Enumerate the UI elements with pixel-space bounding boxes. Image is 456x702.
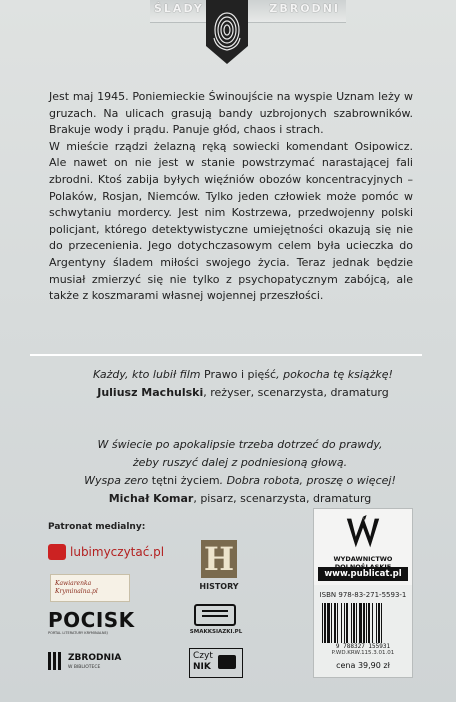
fingerprint-icon — [206, 0, 248, 64]
quote-text: Każdy, kto lubił film — [93, 368, 205, 381]
czytnik-logo — [189, 648, 243, 678]
reader-icon — [218, 655, 236, 669]
quote-text: . Dobra robota, proszę o więcej! — [219, 474, 396, 487]
quote-text-emphasis: tętni życiem — [151, 474, 220, 487]
product-code: P.WD.KRW.115.3.01.01 — [331, 650, 395, 656]
history-h-icon: H — [201, 540, 237, 578]
divider — [30, 354, 422, 356]
review-quote-2 — [50, 436, 430, 508]
patronage-label: Patronat medialny: — [48, 522, 146, 532]
quote-text: żeby ruszyć dalej z podniesioną głową. — [132, 456, 348, 469]
czytnik-text: NIK — [193, 662, 211, 672]
barcode-digits: 9 788327 155931 — [335, 643, 391, 650]
film-title: Prawo i pięść — [204, 368, 277, 381]
kawiarenka-logo — [50, 574, 130, 602]
publisher-panel — [314, 509, 412, 585]
book-blurb — [49, 89, 413, 305]
czytnik-text: Czyt — [193, 651, 213, 661]
books-icon — [48, 652, 51, 670]
quote-author-role: , pisarz, scenarzysta, dramaturg — [193, 492, 372, 505]
quote-text: W świecie po apokalipsie trzeba dotrzeć do prawdy, — [97, 438, 383, 451]
series-title-right: ZBRODNI — [269, 2, 340, 15]
zbrodnia-subtext: W BIBLIOTECE — [68, 665, 101, 670]
quote-text: , pokocha tę książkę! — [276, 368, 393, 381]
quote-author-role: , reżyser, scenarzysta, dramaturg — [203, 386, 389, 399]
pocisk-text: POCISK — [48, 608, 135, 632]
book-stack-icon — [194, 604, 236, 626]
series-header-bar — [150, 0, 346, 23]
quote-author: Juliusz Machulski — [97, 386, 204, 399]
publisher-name-line: WYDAWNICTWO — [333, 555, 393, 563]
publisher-logo-icon — [345, 515, 381, 551]
blurb-paragraph: W mieście rządzi żelazną ręką sowiecki komendant Osipowicz. Ale nawet on nie jest w stanie powstrzymać narastającej fali zbrodni. Ktoś zabija byłych więźniów obozów koncentracyjnych – Polaków, Rosjan, Niemców. Tylko jeden człowiek może pomóc w schwytaniu mordercy. Jest nim Kostrzewa, przedwojenny polski policjant, którego detektywistyczne umiejętności okazują się nie do przecenienia. Jego dotychczasowym celem była ucieczka do Argentyny śladem miłości swojego życia. Teraz jednak będzie musiał zmierzyć się nie tylko z psychopatycznym zabójcą, ale także z koszmarami własnej wojennej przeszłości. — [49, 139, 413, 303]
kawiarenka-text: Kawiarenka Kryminalna.pl — [55, 580, 98, 595]
review-quote-1 — [78, 366, 408, 402]
zbrodnia-logo — [48, 650, 128, 676]
series-title-left: ŚLADY — [154, 2, 204, 15]
zbrodnia-text: ZBRODNIA — [68, 653, 122, 663]
history-logo — [193, 540, 245, 596]
pocisk-logo — [48, 608, 135, 636]
pocisk-subtext: PORTAL LITERATURY KRYMINALNEJ — [48, 631, 108, 635]
publisher-barcode-box — [313, 508, 413, 678]
lubimyczytac-logo — [48, 540, 168, 566]
barcode — [322, 603, 404, 643]
lubimyczytac-text: lubimyczytać.pl — [70, 545, 165, 559]
quote-author: Michał Komar — [108, 492, 194, 505]
blurb-paragraph: Jest maj 1945. Poniemieckie Świnoujście na wyspie Uznam leży w gruzach. Na ulicach grasują bandy uzbrojonych szabrowników. Brakuje wody i prądu. Panuje głód, chaos i strach. — [49, 90, 413, 137]
quote-text: Wyspa zero — [84, 474, 152, 487]
price: cena 39,90 zł — [336, 661, 390, 670]
smakksiazki-text: SMAKKSIAZKI.PL — [189, 629, 243, 635]
history-text: HISTORY — [199, 582, 239, 591]
isbn-number: ISBN 978-83-271-5593-1 — [319, 591, 407, 599]
smakksiazki-logo — [188, 604, 244, 638]
book-icon — [48, 544, 66, 560]
publisher-url: www.publicat.pl — [318, 567, 408, 581]
